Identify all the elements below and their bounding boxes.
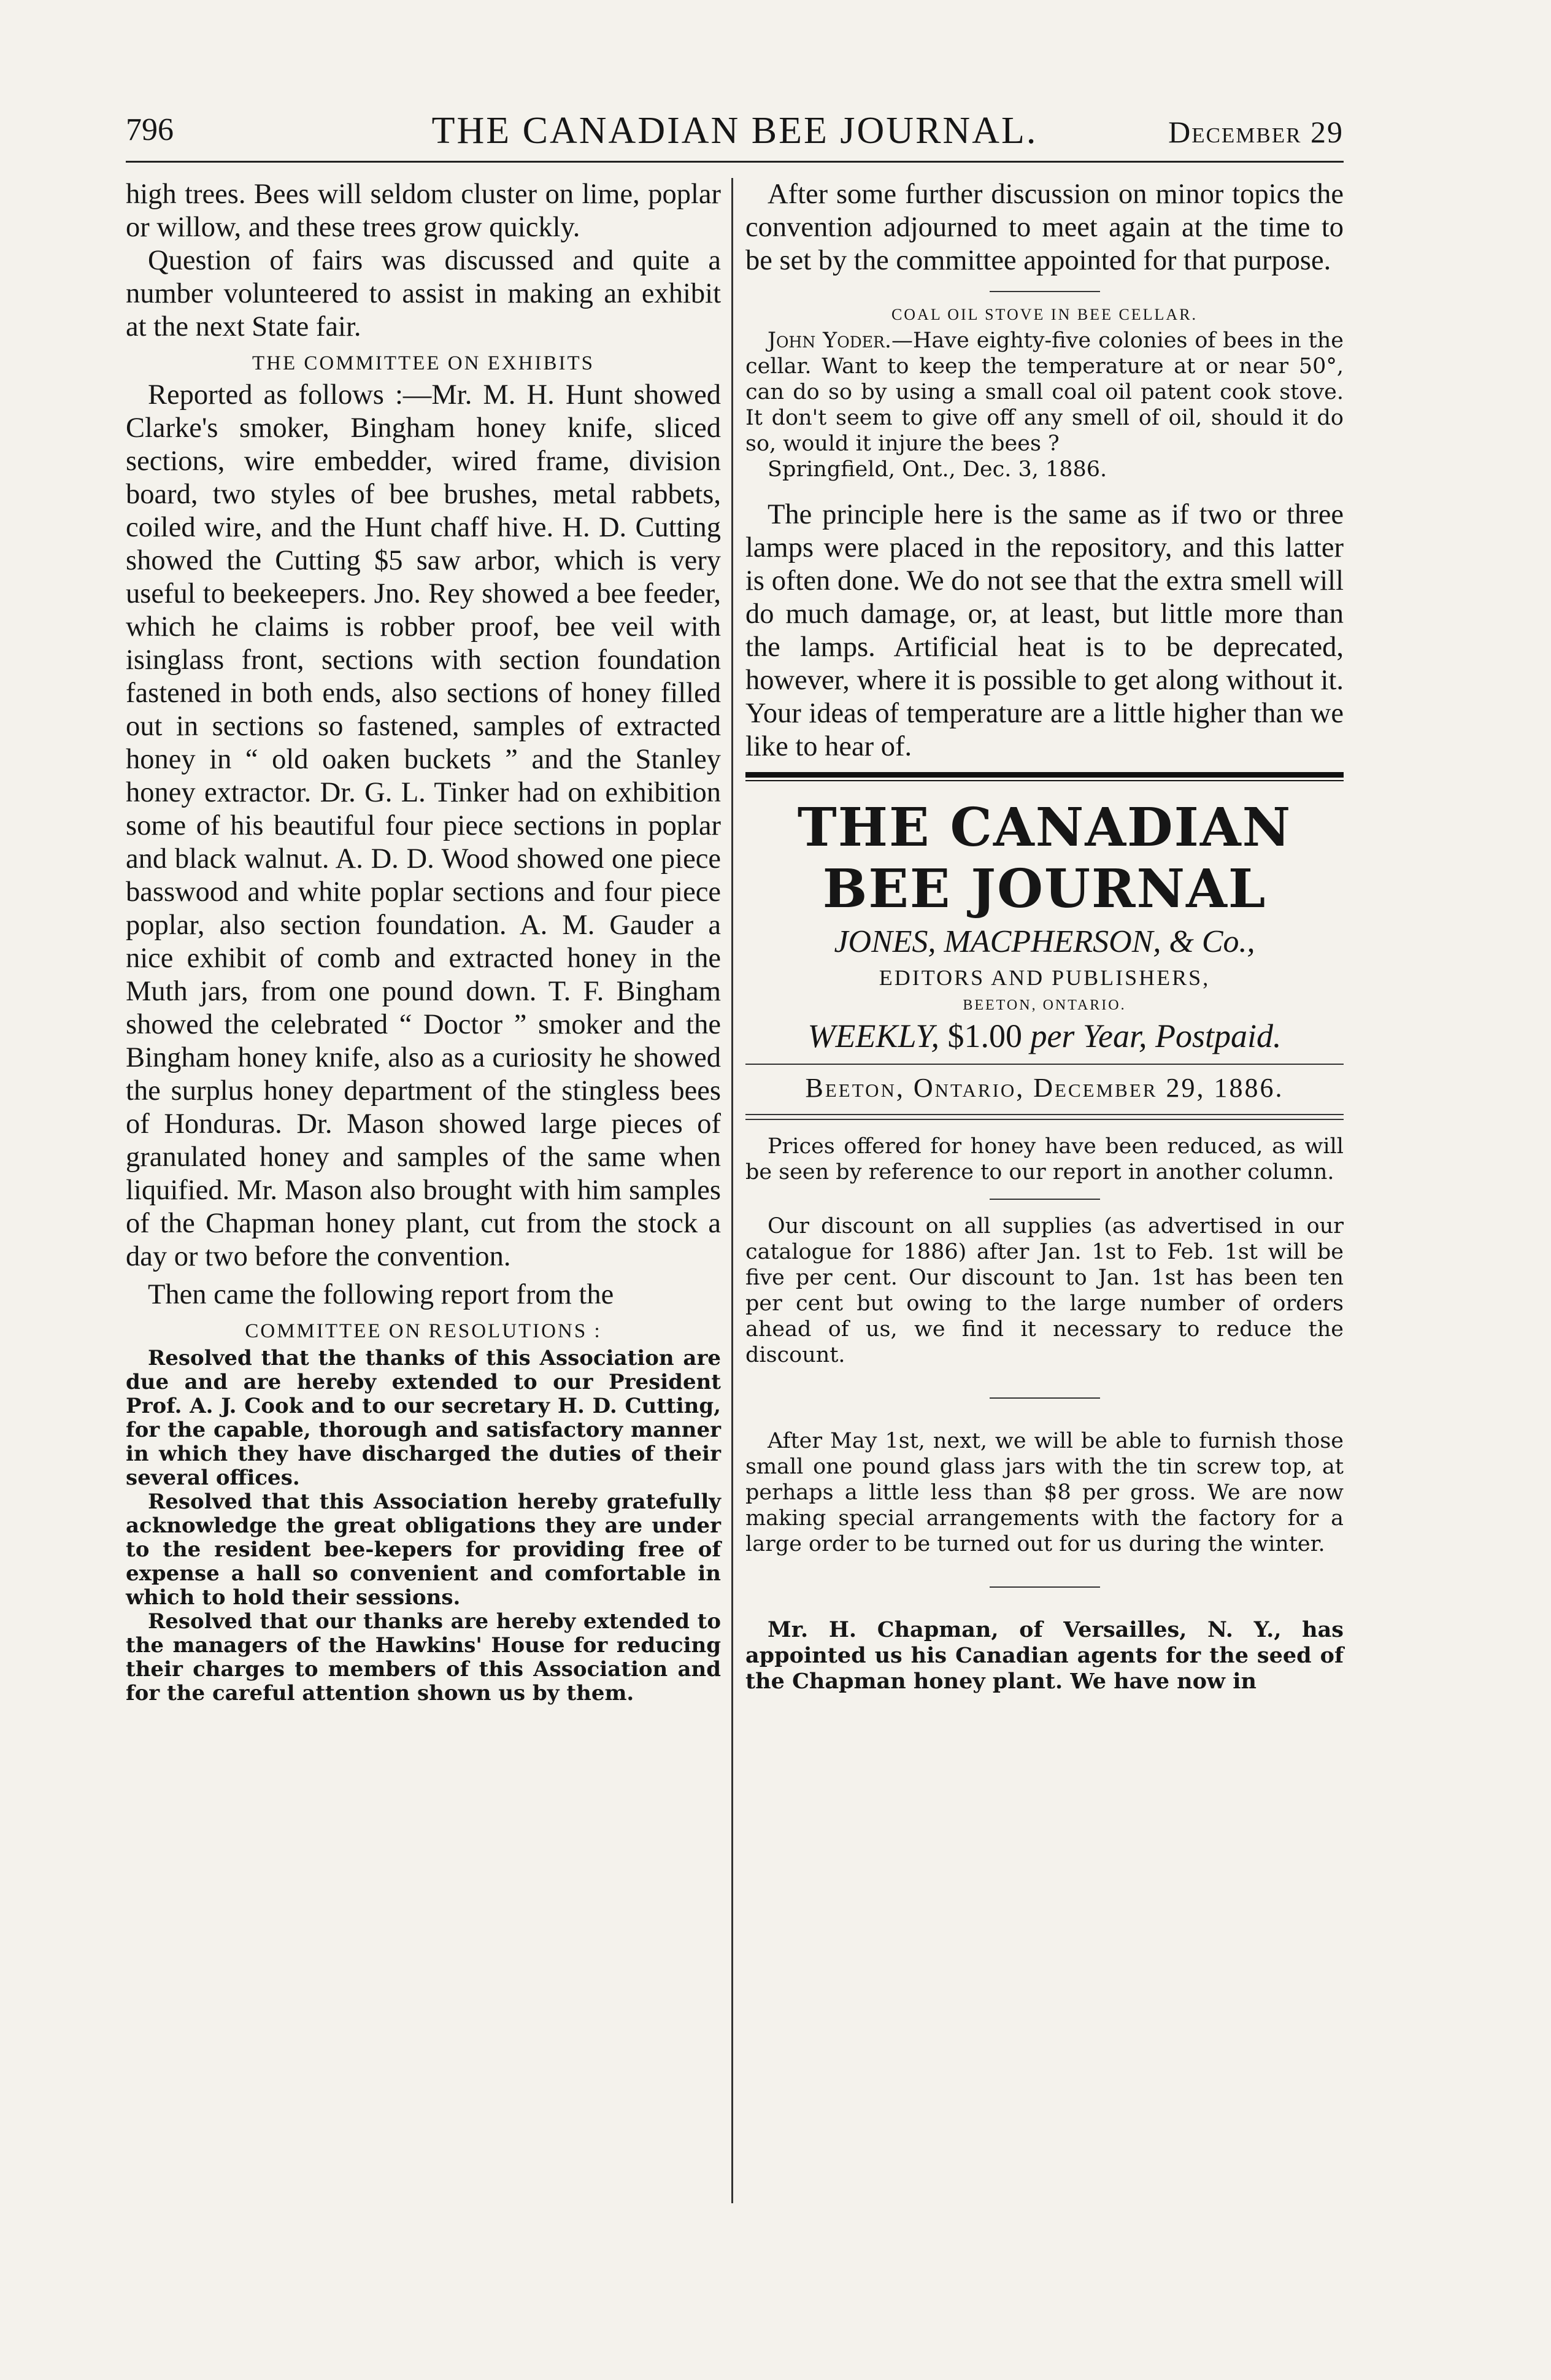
section-heading-exhibits: THE COMMITTEE ON EXHIBITS xyxy=(252,352,595,374)
section-heading-resolutions: COMMITTEE ON RESOLUTIONS : xyxy=(245,1320,602,1342)
letter-author: John Yoder. xyxy=(768,328,891,353)
masthead-editors: EDITORS AND PUBLISHERS, xyxy=(879,965,1210,990)
issue-dateline: Beeton, Ontario, December 29, 1886. xyxy=(805,1073,1284,1103)
notice: Prices offered for honey have been reduced, as will be seen by reference to our report in another column. xyxy=(745,1134,1344,1184)
header-date: December 29 xyxy=(1168,115,1344,149)
letter-body: —Have eighty-five colonies of bees in the cellar. Want to keep the temperature at or near 50°, can do so by using a small coal oil patent cook stove. It don't seem to give off any smell of oil, should it do so, would it injure the bees ? xyxy=(745,328,1344,456)
paragraph: Then came the following report from the xyxy=(148,1279,614,1310)
paragraph: high trees. Bees will seldom cluster on lime, poplar or willow, and these trees grow quickly. xyxy=(126,179,721,243)
weekly-price: $1.00 xyxy=(947,1018,1022,1054)
rule xyxy=(745,1114,1344,1115)
masthead-title: THE CANADIAN BEE JOURNAL xyxy=(797,797,1292,920)
separator xyxy=(990,1397,1100,1399)
masthead-publishers: JONES, MACPHERSON, & Co., xyxy=(834,924,1255,959)
weekly-terms: per Year, Postpaid. xyxy=(1030,1018,1282,1054)
resolution: Resolved that our thanks are hereby extended to the managers of the Hawkins' House for reducing their charges to members of this Association and for the careful attention shown us by them. xyxy=(126,1609,721,1706)
thick-rule xyxy=(745,772,1344,778)
left-column xyxy=(126,178,721,1706)
separator xyxy=(990,1586,1100,1588)
notice: Mr. H. Chapman, of Versailles, N. Y., has appointed us his Canadian agents for the seed of the Chapman honey plant. We have now in xyxy=(745,1617,1344,1694)
right-column xyxy=(745,178,1344,1694)
section-heading-stove: COAL OIL STOVE IN BEE CELLAR. xyxy=(891,306,1198,323)
masthead-town: BEETON, ONTARIO. xyxy=(963,997,1126,1013)
separator xyxy=(990,1199,1100,1200)
paragraph: Question of fairs was discussed and quite a number volunteered to assist in making an exhibit at the next State fair. xyxy=(126,245,721,342)
masthead xyxy=(745,797,1344,1056)
editor-reply: The principle here is the same as if two or three lamps were placed in the repository, and this latter is often done. We do not see that the extra smell will do much damage, or, at least, but little more than the lamps. Artificial heat is to be deprecated, however, where it is possible to get along without it. Your ideas of temperature are a little higher than we like to hear of. xyxy=(745,499,1344,762)
journal-title: THE CANADIAN BEE JOURNAL. xyxy=(431,110,1038,152)
rule xyxy=(745,1119,1344,1120)
thin-rule xyxy=(745,780,1344,781)
running-header xyxy=(126,109,1344,152)
resolution: Resolved that the thanks of this Association are due and are hereby extended to our President Prof. A. J. Cook and to our secretary H. D. Cutting, for the capable, thorough and satisfactory manner in which they have discharged the duties of their several offices. xyxy=(126,1346,721,1490)
weekly-label: WEEKLY, xyxy=(807,1018,939,1054)
letter xyxy=(745,328,1344,457)
paragraph: Reported as follows :—Mr. M. H. Hunt showed Clarke's smoker, Bingham honey knife, sliced sections, wire embedder, wired frame, division board, two styles of bee brushes, metal rabbets, coiled wire, and the Hunt chaff hive. H. D. Cutting showed the Cutting $5 saw arbor, which is very useful to beekeepers. Jno. Rey showed a bee feeder, which he claims is robber proof, bee veil with isinglass front, sections with section foundation fastened in both ends, also sections of honey filled out in sections so fastened, samples of extracted honey in “ old oaken buckets ” and the Stanley honey extractor. Dr. G. L. Tinker had on exhibition some of his beautiful four piece sections in poplar and black walnut. A. D. D. Wood showed one piece basswood and white poplar sections and four piece poplar, also section foundation. A. M. Gauder a nice exhibit of comb and extracted honey in the Muth jars, from one pound down. T. F. Bingham showed the celebrated “ Doctor ” smoker and the Bingham honey knife, also as a curiosity he showed the surplus honey department of the stingless bees of Honduras. Dr. Mason showed large pieces of granulated honey and samples of the same when liquified. Mr. Mason also brought with him samples of the Chapman honey plant, cut from the stock a day or two before the convention. xyxy=(126,379,721,1272)
rule xyxy=(745,1064,1344,1065)
separator xyxy=(990,291,1100,292)
letter-signature: Springfield, Ont., Dec. 3, 1886. xyxy=(768,457,1107,482)
notice: After May 1st, next, we will be able to furnish those small one pound glass jars with the tin screw top, at perhaps a little less than $8 per gross. We are now making special arrangements with the factory for a large order to be turned out for us during the winter. xyxy=(745,1429,1344,1556)
resolution: Resolved that this Association hereby gratefully acknowledge the great obligations they are under to the resident bee-kepers for providing free of expense a hall so convenient and comfortable in which to hold their sessions. xyxy=(126,1489,721,1610)
header-rule xyxy=(126,161,1344,163)
paragraph: After some further discussion on minor topics the convention adjourned to meet again at the time to be set by the committee appointed for that purpose. xyxy=(745,179,1344,276)
masthead-weekly xyxy=(745,1016,1344,1056)
column-divider xyxy=(731,178,733,2203)
notice: Our discount on all supplies (as advertised in our catalogue for 1886) after Jan. 1st to Feb. 1st will be five per cent. Our discount to Jan. 1st has been ten per cent but owing to the large number of orders ahead of us, we find it necessary to reduce the discount. xyxy=(745,1214,1344,1367)
page-number: 796 xyxy=(126,112,174,147)
